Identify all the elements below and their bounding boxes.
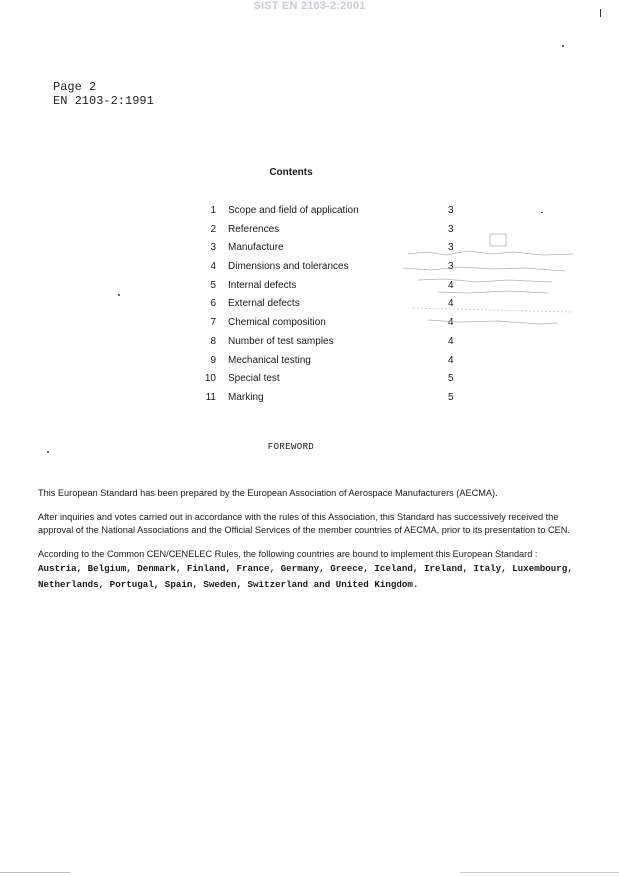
foreword-paragraph-1: This European Standard has been prepared by the European Association of Aerospace Manufacturers (AECMA). bbox=[38, 488, 498, 498]
scanned-stamp-graphic bbox=[398, 232, 593, 332]
scan-edge-line bbox=[0, 872, 619, 873]
toc-entry bbox=[190, 373, 490, 392]
scan-speck bbox=[562, 45, 564, 47]
scan-speck bbox=[47, 451, 49, 453]
toc-entry-page: 3 bbox=[448, 205, 454, 216]
toc-entry-title: Marking bbox=[228, 391, 264, 403]
toc-entry-title: Dimensions and tolerances bbox=[228, 261, 349, 273]
toc-entry-number: 4 bbox=[210, 261, 216, 273]
toc-entry-page: 4 bbox=[448, 354, 454, 366]
toc-entry-title: Internal defects bbox=[228, 279, 297, 291]
toc-entry-page: 4 bbox=[448, 298, 454, 310]
toc-entry-number: 9 bbox=[210, 354, 216, 366]
foreword-paragraph-2: After inquiries and votes carried out in accordance with the rules of this Association, this Standard has successively received the approval of the National Associations and the Official Services of the member countries of AECMA, prior to its presentation to CEN. bbox=[38, 512, 570, 535]
toc-entry-page: 4 bbox=[448, 279, 454, 291]
toc-entry-number: 6 bbox=[210, 298, 216, 310]
toc-entry-number: 8 bbox=[210, 335, 216, 347]
page-header bbox=[53, 80, 154, 108]
watermark: SIST EN 2103-2:2001 bbox=[253, 0, 366, 12]
toc-entry-title: References bbox=[228, 223, 280, 235]
toc-entry-number: 1 bbox=[210, 205, 216, 216]
toc-entry bbox=[190, 355, 490, 374]
toc-entry bbox=[190, 336, 490, 355]
scan-speck bbox=[600, 9, 601, 17]
foreword-body bbox=[38, 487, 578, 604]
toc-entry-number: 3 bbox=[210, 242, 216, 254]
toc-entry-page: 5 bbox=[448, 373, 454, 385]
toc-entry-title: Manufacture bbox=[228, 242, 284, 254]
contents-title: Contents bbox=[269, 167, 313, 178]
toc-entry bbox=[190, 205, 490, 224]
toc-entry-page: 4 bbox=[448, 317, 454, 329]
toc-entry-page: 3 bbox=[448, 261, 454, 273]
foreword-paragraph-3 bbox=[38, 548, 578, 593]
toc-entry-number: 2 bbox=[210, 223, 216, 235]
toc-entry-title: Scope and field of application bbox=[228, 205, 359, 216]
scan-speck bbox=[118, 294, 120, 296]
standard-number: EN 2103-2:1991 bbox=[53, 94, 154, 108]
toc-entry-title: Chemical composition bbox=[228, 317, 326, 329]
toc-entry-page: 4 bbox=[448, 335, 454, 347]
toc-entry-title: Mechanical testing bbox=[228, 354, 311, 366]
toc-entry-number: 10 bbox=[204, 373, 216, 385]
toc-entry-title: Number of test samples bbox=[228, 335, 334, 347]
toc-entry-page: 5 bbox=[448, 391, 454, 403]
toc-entry-title: External defects bbox=[228, 298, 300, 310]
toc-entry-title: Special test bbox=[228, 373, 280, 385]
foreword-paragraph-3-intro: According to the Common CEN/CENELEC Rules, the following countries are bound to implement this European Standard : bbox=[38, 549, 538, 559]
page-number: Page 2 bbox=[53, 80, 97, 94]
scan-speck bbox=[541, 212, 543, 213]
toc-entry bbox=[190, 392, 490, 411]
country-list: Austria, Belgium, Denmark, Finland, France, Germany, Greece, Iceland, Ireland, Italy, Luxembourg, Netherlands, Portugal, Spain, Sweden, Switzerland and United Kingdom. bbox=[38, 563, 573, 590]
toc-entry-page: 3 bbox=[448, 242, 454, 254]
toc-entry-number: 7 bbox=[210, 317, 216, 329]
foreword-heading: FOREWORD bbox=[267, 442, 315, 452]
toc-entry-number: 5 bbox=[210, 279, 216, 291]
toc-entry-page: 3 bbox=[448, 223, 454, 235]
toc-entry-number: 11 bbox=[205, 391, 216, 403]
